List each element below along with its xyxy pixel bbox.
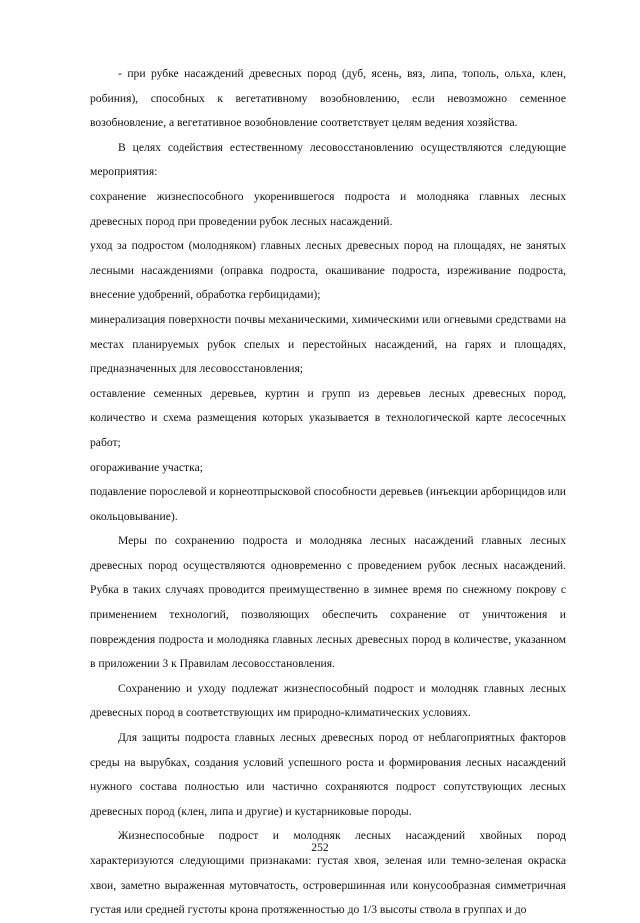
paragraph-viable-conifers: Жизнеспособные подрост и молодняк лесных насаждений хвойных пород характеризуются следующими признаками: густая хвоя, зеленая или темно-зеленая окраска хвои, заметно выраженная мутовчатость, островершинная или конусообразная симметричная густая или средней густоты крона протяженностью до 1/3 высоты ствола в группах и до <box>90 829 566 917</box>
paragraph-preservation-measures: Меры по сохранению подроста и молодняка лесных насаждений главных лесных древесных пород осуществляются одновременно с проведением рубок лесных насаждений. Рубка в таких случаях проводится преимущественно в зимнее время по снежному покрову с применением технологий, позволяющих обеспечить сохранение от уничтожения и повреждения подроста и молодняка главных лесных древесных пород в количестве, указанном в приложении 3 к Правилам лесовосстановления. <box>90 534 566 671</box>
list-item-undergrowth-care: уход за подростом (молодняком) главных лесных древесных пород на площадях, не занятых лесными насаждениями (оправка подроста, окашивание подроста, изреживание подроста, внесение удобрений, обработка гербицидами); <box>90 239 566 302</box>
list-item-sprout-suppression: подавление порослевой и корнеотпрысковой способности деревьев (инъекции арборицидов или окольцовывание). <box>90 485 566 523</box>
paragraph-care-subject: Сохранению и уходу подлежат жизнеспособный подрост и молодняк главных лесных древесных пород в соответствующих им природно-климатических условиях. <box>90 681 566 720</box>
page-number: 252 <box>311 841 329 854</box>
list-item-preserve-undergrowth: сохранение жизнеспособного укоренившегося подроста и молодняка главных лесных древесных пород при проведении рубок лесных насаждений. <box>90 189 566 228</box>
paragraph-natural-regeneration-intro: В целях содействия естественному лесовосстановлению осуществляются следующие мероприятия: <box>90 140 566 179</box>
list-item-fencing: огораживание участка; <box>90 460 203 474</box>
body-text <box>90 62 566 923</box>
paragraph-protection: Для защиты подроста главных лесных древесных пород от неблагоприятных факторов среды на вырубках, создания условий успешного роста и формирования лесных насаждений нужного состава полностью или частично сохраняются подрост сопутствующих лесных древесных пород (клен, липа и другие) и кустарниковые породы. <box>90 731 566 818</box>
list-item-soil-mineralization: минерализация поверхности почвы механическими, химическими или огневыми средствами на местах планируемых рубок спелых и перестойных насаждений, на гарях и площадях, предназначенных для лесовосстановления; <box>90 312 566 376</box>
list-item-seed-trees: оставление семенных деревьев, куртин и групп из деревьев лесных древесных пород, количество и схема размещения которых указывается в технологической карте лесосечных работ; <box>90 386 566 449</box>
paragraph-felling-vegetative: - при рубке насаждений древесных пород (дуб, ясень, вяз, липа, тополь, ольха, клен, робиния), способных к вегетативному возобновлению, если невозможно семенное возобновление, а вегетативное возобновление соответствует целям ведения хозяйства. <box>90 67 566 130</box>
